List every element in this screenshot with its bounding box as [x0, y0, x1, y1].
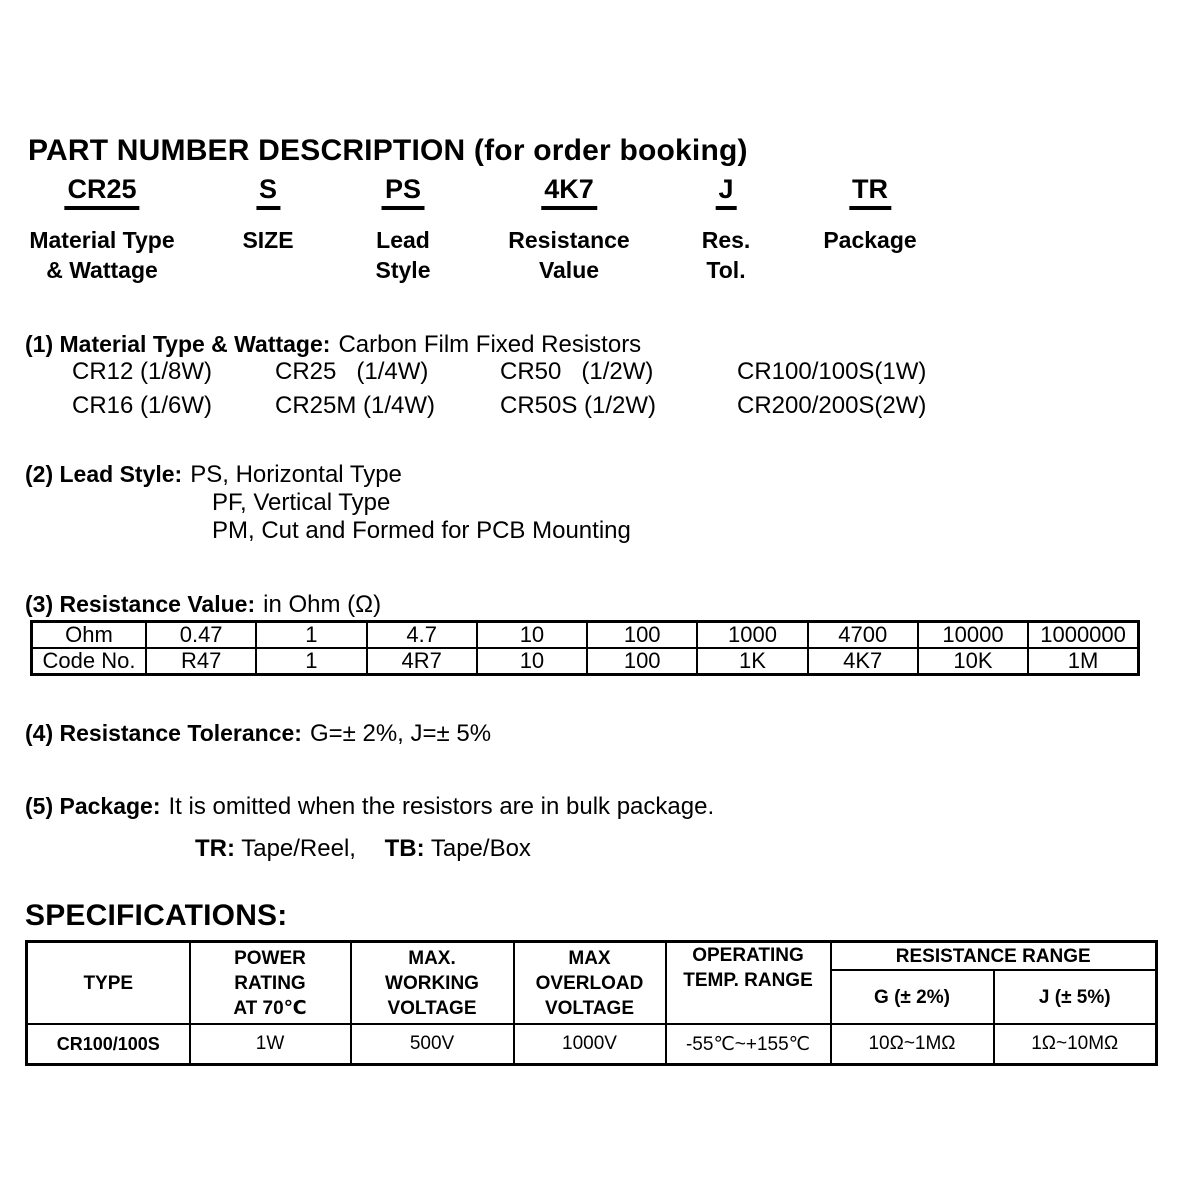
section5-label: (5) Package:	[25, 793, 161, 819]
code-value: 4R7	[367, 648, 477, 675]
material-item: CR50S (1/2W)	[500, 392, 657, 419]
part-col-lead	[376, 176, 431, 285]
part-label-material-line1: Material Type	[29, 227, 175, 253]
spec-data-row	[27, 1024, 1157, 1065]
part-label-resistance-line1: Resistance	[508, 227, 630, 253]
lead-style-line2: PF, Vertical Type	[212, 489, 391, 516]
tb-label: TB:	[384, 835, 425, 862]
spec-range-j: 1Ω~10MΩ	[994, 1024, 1157, 1065]
ohm-value: 1000	[697, 622, 807, 649]
material-item: CR25M (1/4W)	[275, 392, 436, 419]
spec-type: CR100/100S	[27, 1024, 190, 1065]
ohm-value: 1000000	[1028, 622, 1138, 649]
col-header-max-overload-line3: VOLTAGE	[544, 997, 635, 1019]
part-label-resistance-line2: Value	[538, 257, 600, 283]
col-header-power-line2: RATING	[234, 972, 306, 994]
part-col-package	[823, 176, 916, 255]
code-value: 10K	[918, 648, 1028, 675]
part-label-package: Package	[823, 227, 917, 253]
material-item: CR100/100S(1W)	[737, 358, 927, 385]
ohm-value: 4700	[808, 622, 918, 649]
col-header-type: TYPE	[27, 942, 190, 1025]
col-header-power	[190, 942, 351, 1025]
spec-operating: -55℃~+155℃	[666, 1024, 831, 1065]
section2-label: (2) Lead Style:	[25, 461, 183, 487]
code-value: 10	[477, 648, 587, 675]
part-label-size: SIZE	[242, 227, 294, 253]
part-col-size	[242, 176, 293, 255]
part-code-material: CR25	[64, 176, 139, 210]
code-value: 100	[587, 648, 697, 675]
col-header-tolerance-g: G (± 2%)	[831, 970, 994, 1024]
table-row-code	[32, 648, 1139, 675]
ohm-value: 10	[477, 622, 587, 649]
section2-heading	[25, 460, 402, 489]
code-value: 1K	[697, 648, 807, 675]
part-label-lead-line1: Lead	[376, 227, 430, 253]
col-header-tolerance-j: J (± 5%)	[994, 970, 1157, 1024]
part-code-size: S	[256, 176, 280, 210]
page-title: PART NUMBER DESCRIPTION (for order booking)	[28, 134, 748, 167]
spec-range-g: 10Ω~1MΩ	[831, 1024, 994, 1065]
part-label-tolerance-line1: Res.	[701, 227, 751, 253]
section4-label: (4) Resistance Tolerance:	[25, 720, 302, 746]
ohm-value: 100	[587, 622, 697, 649]
section1-value: Carbon Film Fixed Resistors	[338, 331, 642, 358]
lead-style-line3: PM, Cut and Formed for PCB Mounting	[212, 517, 631, 544]
section3-heading	[25, 590, 381, 619]
col-header-max-working-line3: VOLTAGE	[387, 997, 477, 1019]
col-header-power-line3: AT 70℃	[233, 997, 307, 1019]
tr-value: Tape/Reel,	[241, 835, 356, 862]
spec-header-row1	[27, 942, 1157, 971]
col-header-max-overload-line2: OVERLOAD	[535, 972, 644, 994]
part-label-material-line2: & Wattage	[46, 257, 158, 283]
spec-power: 1W	[190, 1024, 351, 1065]
tr-label: TR:	[195, 835, 235, 862]
col-header-max-working-line1: MAX.	[408, 947, 456, 969]
part-code-lead: PS	[382, 176, 424, 210]
part-col-resistance	[508, 176, 629, 285]
section1-label: (1) Material Type & Wattage:	[25, 331, 331, 357]
section3-label: (3) Resistance Value:	[25, 591, 256, 617]
package-codes-line	[195, 835, 531, 863]
col-header-operating-line1: OPERATING	[692, 945, 804, 966]
section5-heading	[25, 792, 714, 821]
col-header-operating	[666, 942, 831, 1025]
code-value: 4K7	[808, 648, 918, 675]
ohm-value: 4.7	[367, 622, 477, 649]
part-code-package: TR	[849, 176, 891, 210]
part-col-material	[29, 176, 174, 285]
part-code-tolerance: J	[715, 176, 736, 210]
part-label-lead-line2: Style	[375, 257, 431, 283]
material-item: CR16 (1/6W)	[72, 392, 213, 419]
col-header-max-working-line2: WORKING	[385, 972, 479, 994]
section4-heading	[25, 719, 491, 748]
row-header-ohm: Ohm	[32, 622, 147, 649]
material-item: CR200/200S(2W)	[737, 392, 927, 419]
section4-value: G=± 2%, J=± 5%	[309, 720, 492, 747]
part-label-tolerance-line2: Tol.	[706, 257, 746, 283]
resistance-code-table	[30, 620, 1140, 676]
col-header-max-overload	[514, 942, 666, 1025]
section1-heading	[25, 330, 641, 359]
code-value: R47	[146, 648, 256, 675]
ohm-value: 1	[256, 622, 366, 649]
lead-style-line1: PS, Horizontal Type	[190, 461, 402, 488]
section3-value: in Ohm (Ω)	[263, 591, 382, 618]
spec-max-overload: 1000V	[514, 1024, 666, 1065]
code-value: 1	[256, 648, 366, 675]
col-header-max-working	[351, 942, 514, 1025]
row-header-code: Code No.	[32, 648, 147, 675]
ohm-value: 0.47	[146, 622, 256, 649]
material-item: CR25 (1/4W)	[275, 358, 429, 385]
material-item: CR50 (1/2W)	[500, 358, 654, 385]
specifications-table	[25, 940, 1158, 1066]
ohm-value: 10000	[918, 622, 1028, 649]
table-row-ohm	[32, 622, 1139, 649]
spec-max-working: 500V	[351, 1024, 514, 1065]
code-value: 1M	[1028, 648, 1138, 675]
col-header-max-overload-line1: MAX	[568, 947, 611, 969]
part-col-tolerance	[702, 176, 751, 285]
specifications-heading: SPECIFICATIONS:	[25, 899, 288, 932]
col-header-resistance-range: RESISTANCE RANGE	[831, 942, 1157, 971]
col-header-operating-line2: TEMP. RANGE	[683, 970, 813, 991]
material-item: CR12 (1/8W)	[72, 358, 213, 385]
tb-value: Tape/Box	[430, 835, 531, 862]
col-header-power-line1: POWER	[234, 947, 306, 969]
part-code-resistance: 4K7	[541, 176, 597, 210]
section5-value: It is omitted when the resistors are in bulk package.	[168, 793, 715, 820]
